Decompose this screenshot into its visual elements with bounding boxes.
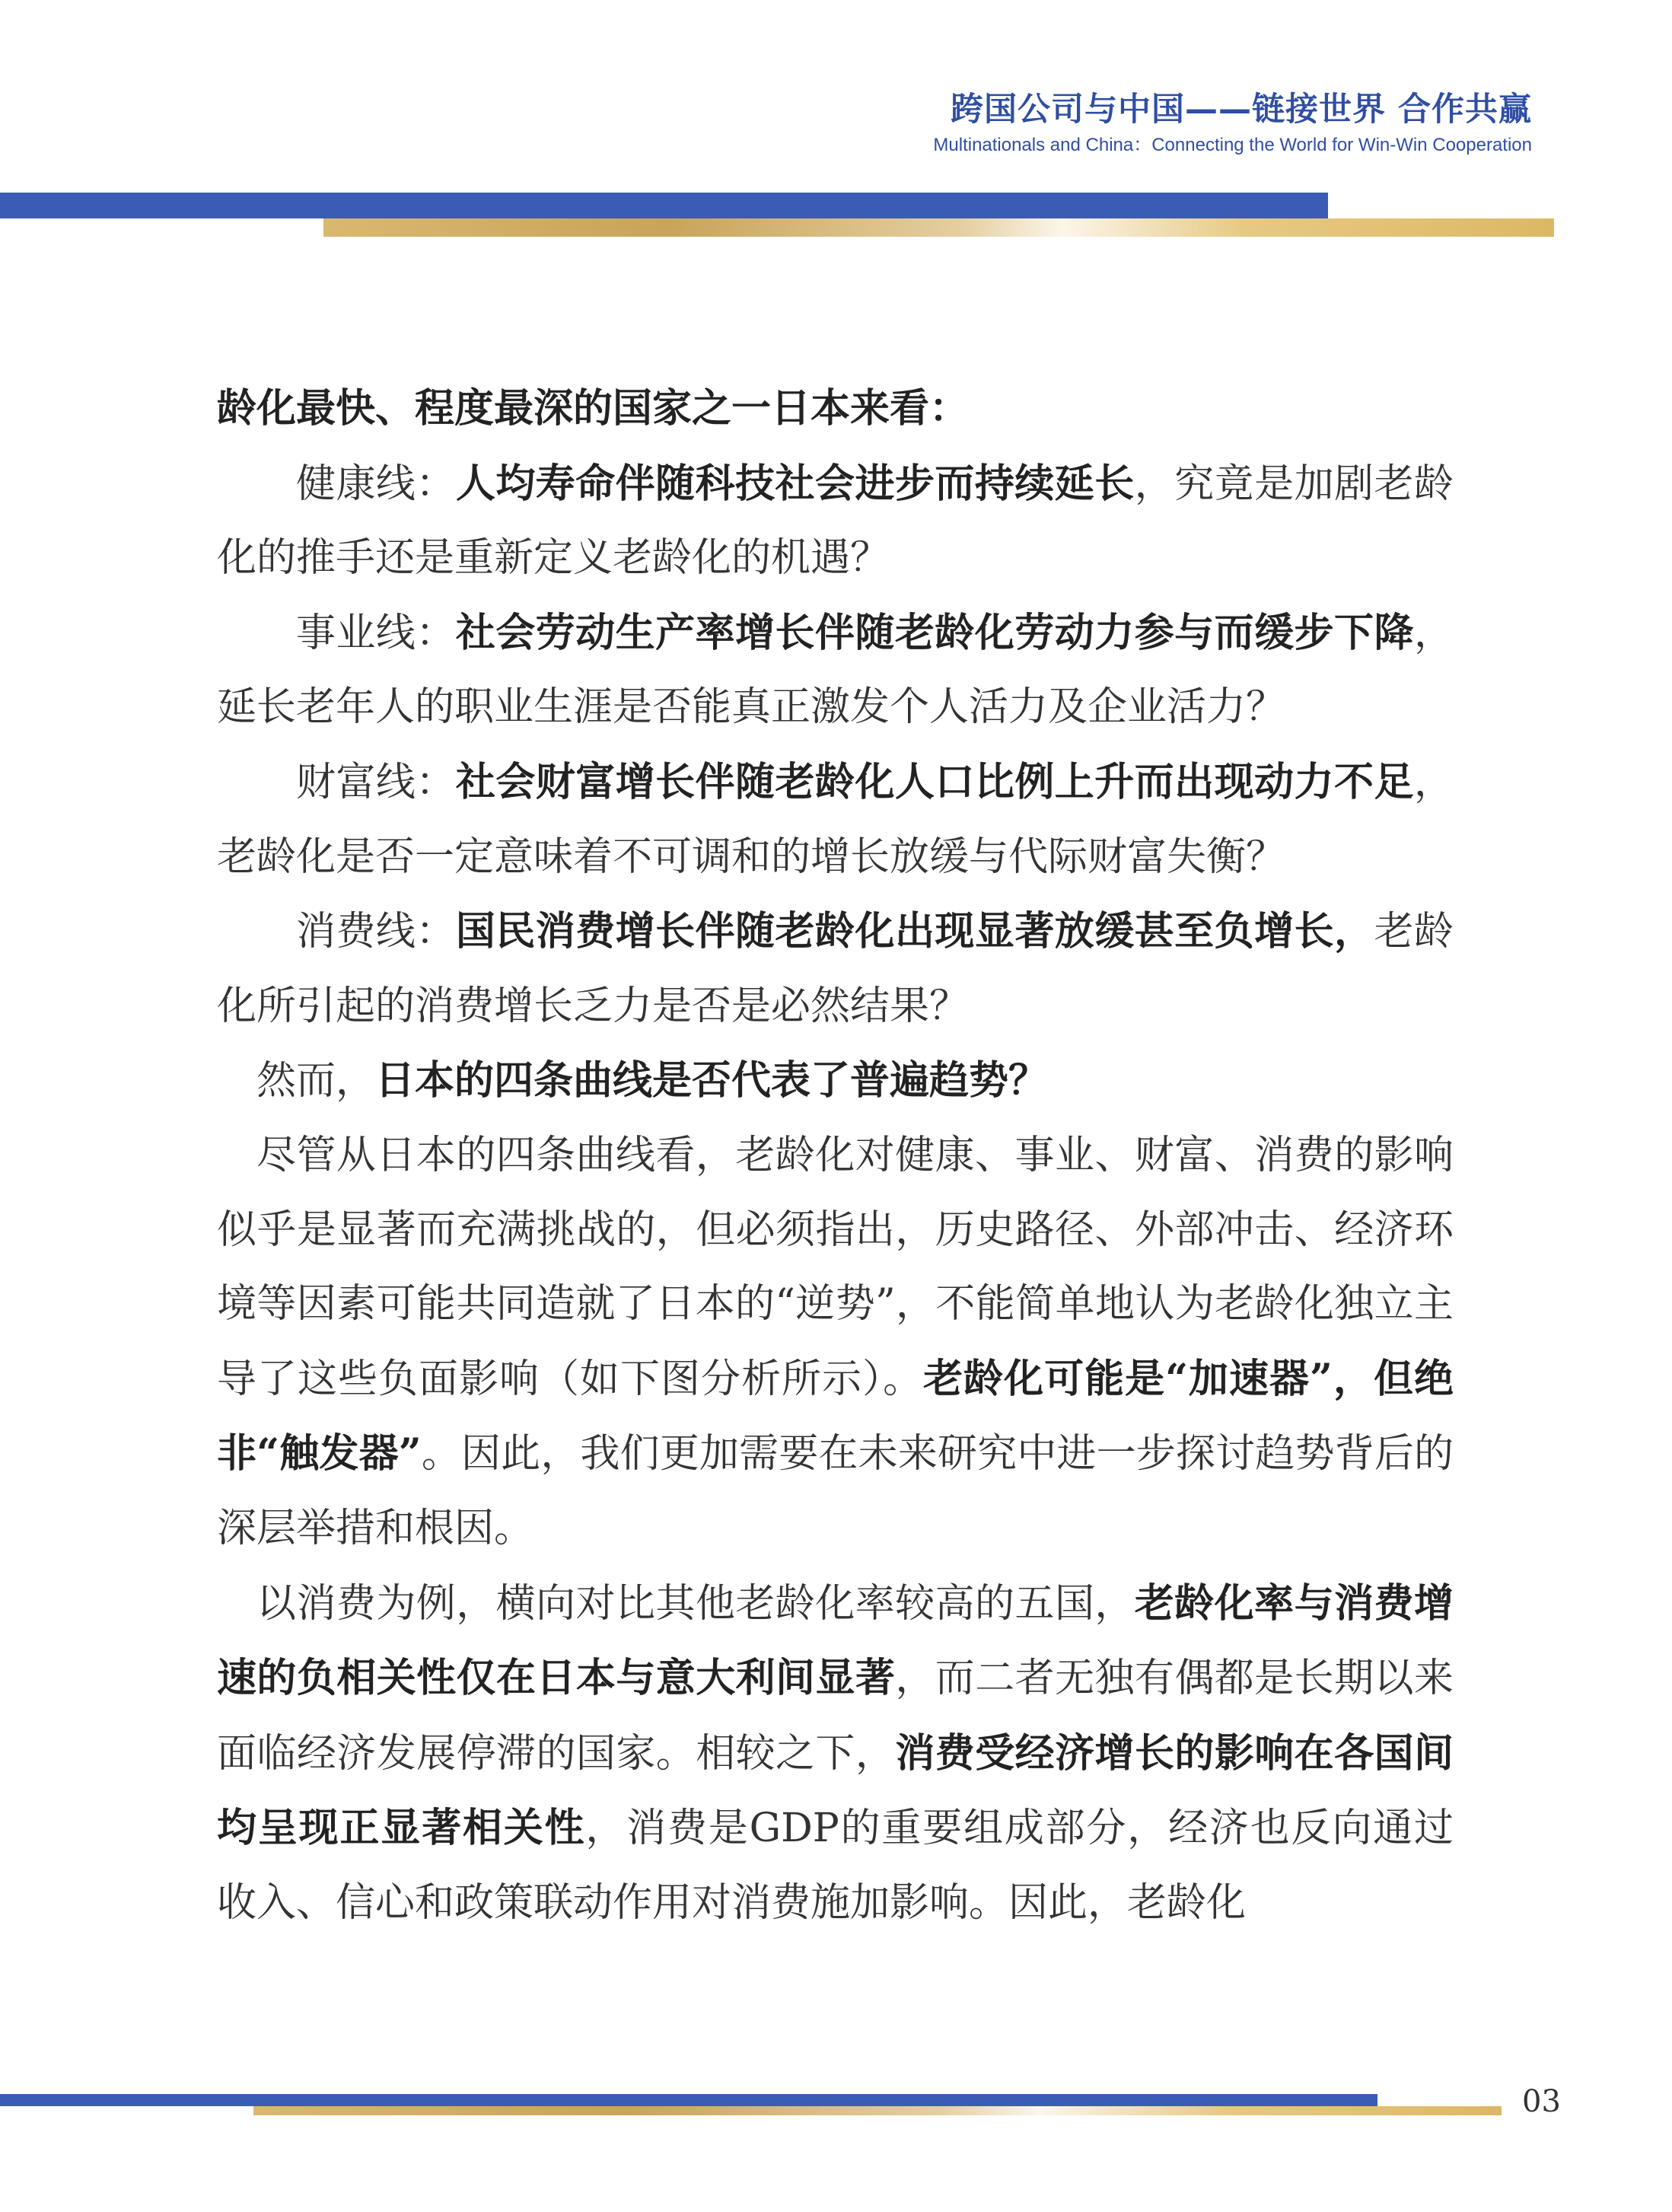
header-title-cn: 跨国公司与中国——链接世界 合作共赢 xyxy=(951,91,1532,129)
page-number: 03 xyxy=(1522,2084,1561,2119)
bold-text-run: 国民消费增长伴随老龄化出现显著放缓甚至负增长， xyxy=(455,908,1374,955)
text-run: 消费线： xyxy=(296,909,456,955)
paragraph xyxy=(217,1119,1454,1567)
paragraph xyxy=(217,1567,1454,1941)
paragraph xyxy=(217,371,1454,447)
paragraph xyxy=(217,1044,1454,1119)
bold-text-run: 社会劳动生产率增长伴随老龄化劳动力参与而缓步下降 xyxy=(455,609,1414,656)
text-run: 财富线： xyxy=(296,759,456,805)
header-title-en: Multinationals and China：Connecting the World for Win-Win Cooperation xyxy=(933,135,1532,155)
text-run: ，延长老年人的职业生涯是否能真正激发个人活力及企业活力？ xyxy=(217,610,1454,731)
paragraph xyxy=(217,745,1454,894)
bold-text-run: 龄化最快、程度最深的国家之一日本来看： xyxy=(217,385,970,432)
bold-text-run: 老龄化率与消费增速的负相关性仅在日本与意大利间显著 xyxy=(217,1579,1454,1702)
bold-text-run: 消费受经济增长的影响在各国间均呈现正显著相关性 xyxy=(217,1729,1454,1852)
text-run: ，老龄化是否一定意味着不可调和的增长放缓与代际财富失衡？ xyxy=(217,759,1454,880)
text-run: 健康线： xyxy=(296,461,456,507)
text-run: 事业线： xyxy=(296,610,456,656)
text-run: 老龄化所引起的消费增长乏力是否是必然结果？ xyxy=(217,909,1454,1029)
text-run: 尽管从日本的四条曲线看，老龄化对健康、事业、财富、消费的影响似乎是显著而充满挑战的，但必须指出，历史路径、外部冲击、经济环境等因素可能共同造就了日本的“逆势”，不能简单地认为老龄化独立主导了这些负面影响（如下图分析所示）。 xyxy=(217,1132,1454,1402)
paragraph xyxy=(217,596,1454,745)
text-run: 。因此，我们更加需要在未来研究中进一步探讨趋势背后的深层举措和根因。 xyxy=(217,1431,1454,1551)
article-body xyxy=(217,371,1454,1940)
text-run: 以消费为例，横向对比其他老龄化率较高的五国， xyxy=(256,1580,1135,1627)
paragraph xyxy=(217,894,1454,1044)
paragraph xyxy=(217,447,1454,596)
header-gold-band xyxy=(323,218,1554,237)
header-blue-band xyxy=(0,193,1328,218)
text-run: 然而， xyxy=(256,1058,376,1104)
bold-text-run: 日本的四条曲线是否代表了普遍趋势？ xyxy=(375,1057,1049,1104)
text-run: ，而二者无独有偶都是长期以来面临经济发展停滞的国家。相较之下， xyxy=(217,1656,1454,1777)
footer-blue-band xyxy=(0,2094,1377,2106)
bold-text-run: 社会财富增长伴随老龄化人口比例上升而出现动力不足 xyxy=(455,758,1414,805)
text-run: ，究竟是加剧老龄化的推手还是重新定义老龄化的机遇？ xyxy=(217,461,1454,582)
footer-gold-band xyxy=(253,2106,1502,2115)
bold-text-run: 人均寿命伴随科技社会进步而持续延长 xyxy=(455,460,1135,507)
bold-text-run: 老龄化可能是“加速器”，但绝非“触发器” xyxy=(217,1355,1454,1477)
text-run: ，消费是GDP的重要组成部分，经济也反向通过收入、信心和政策联动作用对消费施加影响。因此，老龄化 xyxy=(217,1806,1454,1926)
